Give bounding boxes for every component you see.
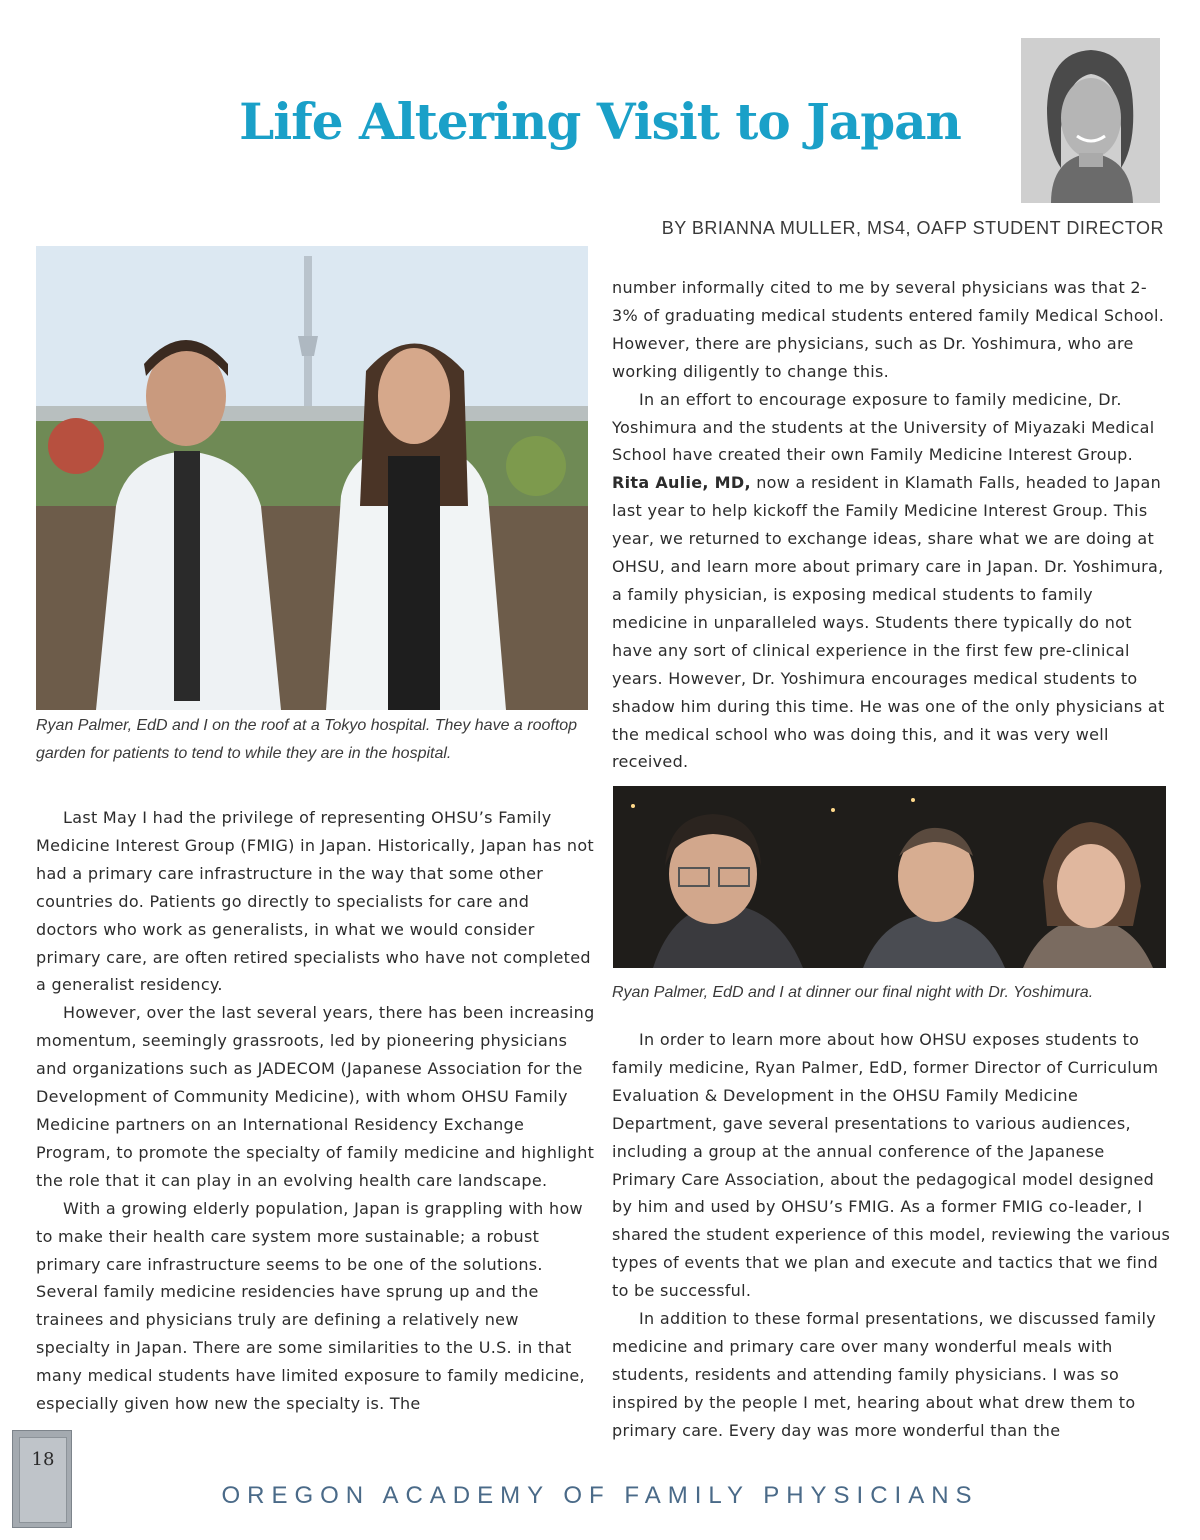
bold-name: Rita Aulie, MD, <box>612 473 751 493</box>
body-paragraph <box>612 386 1172 777</box>
body-paragraph: Last May I had the privilege of representing OHSU’s Family Medicine Interest Group (FMIG) in Japan. Historically, Japan has not had a primary care infrastructure in the way that some other countries do. Patients go directly to specialists for care and doctors who work as generalists, in what we would consider primary care, are often retired specialists who have not completed a generalist residency. <box>36 808 594 995</box>
body-paragraph: In order to learn more about how OHSU exposes students to family medicine, Ryan Palmer, EdD, former Director of Curriculum Evaluation & Development in the OHSU Family Medicine Department, gave several presentations to various audiences, including a group at the annual conference of the Japanese Primary Care Association, about the pedagogical model designed by him and used by OHSU’s FMIG. As a former FMIG co-leader, I shared the student experience of this model, reviewing the various types of events that we plan and execute and tactics that we find to be successful. <box>612 1030 1171 1301</box>
body-paragraph: number informally cited to me by several physicians was that 2-3% of graduating medical students entered family Medical School. However, there are physicians, such as Dr. Yoshimura, who are working diligently to change this. <box>612 278 1165 381</box>
article-title: Life Altering Visit to Japan <box>239 92 961 151</box>
dinner-photo-caption: Ryan Palmer, EdD and I at dinner our final night with Dr. Yoshimura. <box>612 984 1094 1001</box>
body-column-right-top <box>612 274 1172 776</box>
body-paragraph: With a growing elderly population, Japan is grappling with how to make their health care system more sustainable; a robust primary care infrastructure seems to be one of the solutions. Several family medicine residencies have sprung up and the trainees and physicians truly are defining a relatively new specialty in Japan. There are some similarities to the U.S. in that many medical students have limited exposure to family medicine, especially given how new the specialty is. The <box>36 1198 585 1414</box>
body-paragraph: In addition to these formal presentations, we discussed family medicine and primary care over many wonderful meals with students, residents and attending family physicians. I was so inspired by the people I met, hearing about what drew them to primary care. Every day was more wonderful than the <box>612 1309 1156 1440</box>
body-column-right-bottom <box>612 1026 1172 1445</box>
rooftop-photo-caption: Ryan Palmer, EdD and I on the roof at a Tokyo hospital. They have a rooftop garden for patients to tend to while they are in the hospital. <box>36 717 578 762</box>
publication-footer: OREGON ACADEMY OF FAMILY PHYSICIANS <box>221 1482 979 1509</box>
body-column-left <box>36 804 596 1418</box>
dinner-photo <box>613 786 1166 968</box>
article-byline: BY BRIANNA MULLER, MS4, OAFP STUDENT DIRECTOR <box>661 218 1164 238</box>
rooftop-photo <box>36 246 588 710</box>
author-headshot-photo <box>1021 38 1160 203</box>
page-number: 18 <box>19 1437 67 1523</box>
body-text: In an effort to encourage exposure to family medicine, Dr. Yoshimura and the students at the University of Miyazaki Medical School have created their own Family Medicine Interest Group. <box>612 389 1155 465</box>
page-number-box <box>12 1430 72 1528</box>
body-paragraph: However, over the last several years, there has been increasing momentum, seemingly grassroots, led by pioneering physicians and organizations such as JADECOM (Japanese Association for the Development of Community Medicine), with whom OHSU Family Medicine partners on an International Residency Exchange Program, to promote the specialty of family medicine and highlight the role that it can play in an evolving health care landscape. <box>36 1003 595 1190</box>
body-text: now a resident in Klamath Falls, headed to Japan last year to help kickoff the Family Medicine Interest Group. This year, we returned to exchange ideas, share what we are doing at OHSU, and learn more about primary care in Japan. Dr. Yoshimura, a family physician, is exposing medical students to family medicine in unparalleled ways. Students there typically do not have any sort of clinical experience in the first few pre-clinical years. However, Dr. Yoshimura encourages medical students to shadow him during this time. He was one of the only physicians at the medical school who was doing this, and it was very well received. <box>612 473 1165 772</box>
